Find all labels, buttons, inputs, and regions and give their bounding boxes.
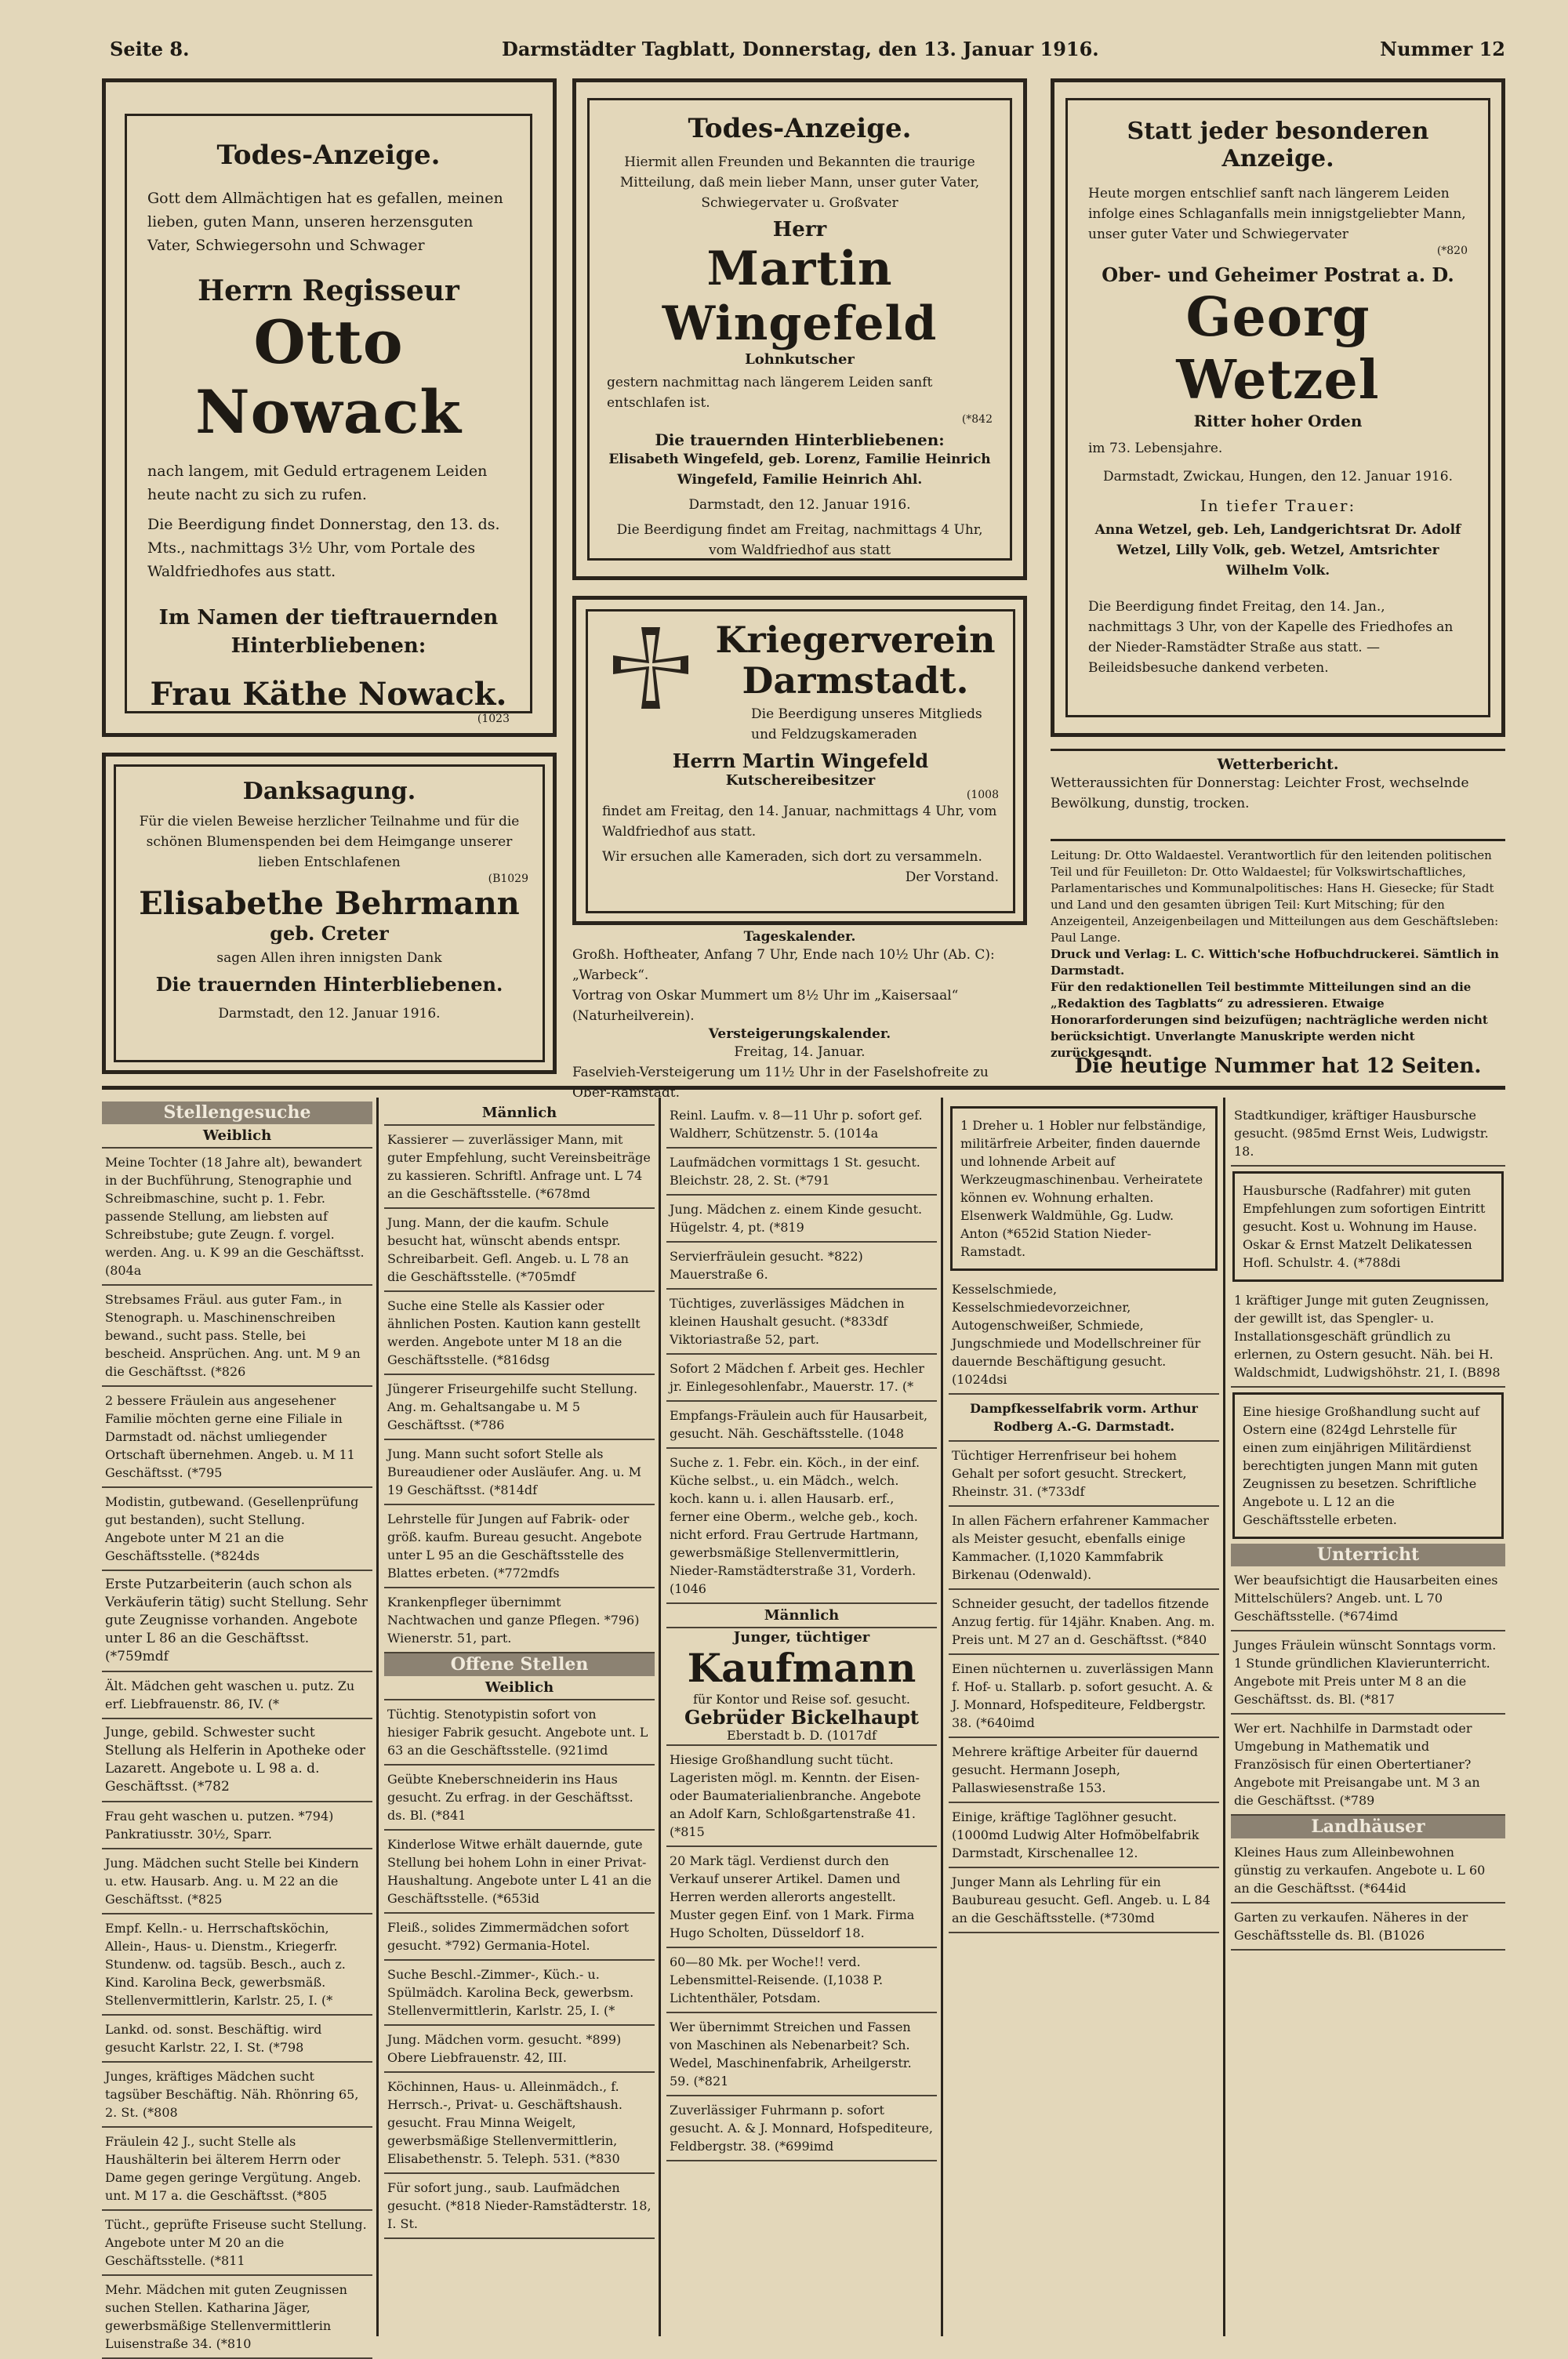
weather-report [1051, 749, 1505, 814]
classified-ad: Mehrere kräftige Arbeiter für dauernd gesucht. Hermann Joseph, Pallaswiesenstraße 153. [949, 1738, 1219, 1803]
imprint-text: Leitung: Dr. Otto Waldaestel. Verantwortlich für den leitenden politischen Teil und für Feuilleton: Dr. Otto Waldaestel; für Volkswirtschaftliches, Parlamentarisches und Kommunalpolitisches: Hans H. Giesecke; für Stadt und Land und den gesamten übrigen Teil: Kurt Mitsching; für den Anzeigenteil, Anzeigenbeilagen und Mitteilungen aus dem Geschäftsleben: Paul Lange. [1051, 848, 1499, 945]
krieger-notice-inner [586, 609, 1015, 913]
classified-ad: Geübte Kneberschneiderin ins Haus gesucht. Zu erfrag. in der Geschäftsst. ds. Bl. (*841 [384, 1766, 655, 1831]
notice-text: nach langem, mit Geduld ertragenem Leiden heute nacht zu sich zu rufen. [147, 463, 488, 503]
firm-name: Gebrüder Bickelhaupt [684, 1706, 920, 1729]
classified-ad: Ält. Mädchen geht waschen u. putz. Zu erf. Liebfrauenstr. 86, IV. (* [102, 1672, 372, 1719]
funeral-text: Die Beerdigung findet Donnerstag, den 13. ds. Mts., nachmittags 3½ Uhr, vom Portale des Waldfriedhofes aus statt. [147, 516, 500, 580]
occupation: Lohnkutscher [745, 351, 855, 368]
classified-ad: Junge, gebild. Schwester sucht Stellung als Helferin in Apotheke oder Lazarett. Angebote u. L 98 a. d. Geschäftsst. (*782 [102, 1719, 372, 1802]
thanks-notice [102, 753, 557, 1074]
signer: Die trauernden Hinterbliebenen. [155, 973, 503, 996]
framed-ad: Hausbursche (Radfahrer) mit guten Empfehlungen zum sofortigen Eintritt gesucht. Kost u. Wohnung im Hause. Oskar & Ernst Matzelt Delikatessen Hofl. Schulstr. 4. (*788di [1232, 1171, 1504, 1282]
classified-ad: Jung. Mann sucht sofort Stelle als Bureaudiener oder Ausläufer. Ang. u. M 19 Geschäftsst. (*814df [384, 1440, 655, 1505]
classified-col-2 [384, 1101, 655, 2239]
classified-ad: Einen nüchternen u. zuverlässigen Mann f. Hof- u. Stallarb. p. sofort gesucht. A. & J. Monnard, Hofspediteure, Feldbergstr. 38. (*640imd [949, 1655, 1219, 1738]
issue-number: Nummer 12 [1380, 38, 1505, 60]
section-sub: Männlich [384, 1101, 655, 1126]
ad-code: (1023 [477, 713, 510, 725]
classified-ad: Frau geht waschen u. putzen. *794) Pankratiusstr. 30½, Sparr. [102, 1802, 372, 1849]
mourning-label: In tiefer Trauer: [1200, 496, 1356, 515]
classified-ad: Zuverlässiger Fuhrmann p. sofort gesucht. A. & J. Monnard, Hofspediteure, Feldbergstr. 38. (*699imd [666, 2096, 937, 2161]
classified-ad: Jung. Mädchen sucht Stelle bei Kindern u. etw. Hausarb. Ang. u. M 22 an die Geschäftsst. (*825 [102, 1849, 372, 1914]
section-band: Offene Stellen [384, 1653, 655, 1676]
ad-lead: Junger, tüchtiger [733, 1629, 870, 1646]
places: Darmstadt, Zwickau, Hungen, den 12. Januar 1916. [1102, 469, 1454, 485]
classified-ad: Krankenpfleger übernimmt Nachtwachen und ganze Pflegen. *796) Wienerstr. 51, part. [384, 1588, 655, 1653]
classified-ad: Für sofort jung., saub. Laufmädchen gesucht. (*818 Nieder-Ramstädterstr. 18, I. St. [384, 2174, 655, 2239]
notice-nowack [102, 78, 557, 737]
krieger-text: findet am Freitag, den 14. Januar, nachmittags 4 Uhr, vom Waldfriedhof aus statt. [602, 804, 997, 840]
thanks-notice-inner [114, 764, 545, 1062]
thanks-text: Für die vielen Beweise herzlicher Teilnahme und für die schönen Blumenspenden bei dem Heimgange unserer lieben Entschlafenen [139, 814, 520, 870]
section-sub: Weiblich [384, 1676, 655, 1700]
classified-ad: Sofort 2 Mädchen f. Arbeit ges. Hechler jr. Einlegesohlenfabr., Mauerstr. 17. (* [666, 1355, 937, 1402]
page-count: Die heutige Nummer hat 12 Seiten. [1074, 1054, 1482, 1078]
classified-ad: Lehrstelle für Jungen auf Fabrik- oder größ. kaufm. Bureau gesucht. Angebote unter L 95 an die Geschäftsstelle des Blattes erbeten. (*772mdfs [384, 1505, 655, 1588]
notice-title: Herrn Regisseur [198, 274, 459, 307]
day-calendar [572, 929, 1027, 1103]
classified-ad: Strebsames Fräul. aus guter Fam., in Stenograph. u. Maschinenschreiben bewand., sucht pass. Stelle, bei bescheid. Ansprüchen. Ang. unt. M 9 an die Geschäftsst. (*826 [102, 1286, 372, 1387]
classified-ad: Einige, kräftige Taglöhner gesucht. (1000md Ludwig Alter Hofmöbelfabrik Darmstadt, Kirschenallee 12. [949, 1803, 1219, 1868]
framed-ad: Eine hiesige Großhandlung sucht auf Ostern eine (824gd Lehrstelle für einen zum einjährigen Militärdienst berechtigten jungen Mann mit guten Zeugnissen zu besetzen. Schriftliche Angebote u. L 12 an die Geschäftsstelle erbeten. [1232, 1392, 1504, 1539]
iron-cross-icon [604, 622, 698, 717]
framed-ad: 1 Dreher u. 1 Hobler nur felbständige, militärfreie Arbeiter, finden dauernde und lohnende Arbeit auf Werkzeugmaschinenbau. Verheiratete können ev. Wohnung erhalten. Elsenwerk Waldmühle, Gg. Ludw. Anton (*652id Station Nieder-Ramstadt. [950, 1106, 1218, 1271]
ad-code: (B1029 [488, 873, 528, 885]
classified-ad: Jung. Mädchen vorm. gesucht. *899) Obere Liebfrauenstr. 42, III. [384, 2026, 655, 2073]
ad-code: (*842 [961, 413, 993, 426]
imprint-print: Druck und Verlag: L. C. Wittich'sche Hofbuchdruckerei. Sämtlich in Darmstadt. [1051, 947, 1499, 978]
born-name: geb. Creter [270, 922, 389, 945]
classified-ad: Jüngerer Friseurgehilfe sucht Stellung. Ang. m. Gehaltsangabe u. M 5 Geschäftsst. (*786 [384, 1375, 655, 1440]
auction-entry: Faselvieh-Versteigerung um 11½ Uhr in der Faselshofreite zu Ober-Ramstadt. [572, 1065, 989, 1101]
classified-ad: Mehr. Mädchen mit guten Zeugnissen suchen Stellen. Katharina Jäger, gewerbsmäßige Stellenvermittlerin Luisenstraße 34. (*810 [102, 2276, 372, 2359]
imprint-note: Für den redaktionellen Teil bestimmte Mitteilungen sind an die „Redaktion des Tagblatts“ zu adressieren. Etwaige Honorarforderungen sind beizufügen; nachträgliche werden nicht berücksichtigt. Unverlangte Manuskripte werden nicht zurückgesandt. [1051, 980, 1488, 1060]
notice-title: Ober- und Geheimer Postrat a. D. [1102, 263, 1454, 286]
classified-col-5 [1231, 1101, 1505, 1951]
funeral-text: Die Beerdigung findet Freitag, den 14. Jan., nachmittags 3 Uhr, von der Kapelle des Friedhofes an der Nieder-Ramstädter Straße aus statt. — Beileidsbesuche dankend verbeten. [1088, 599, 1454, 676]
deceased-name: Herrn Martin Wingefeld [672, 749, 929, 772]
classified-ad: Wer ert. Nachhilfe in Darmstadt oder Umgebung in Mathematik und Französisch für einen Obertertianer? Angebote mit Preisangabe unt. M 3 an die Geschäftsst. (*789 [1231, 1715, 1505, 1816]
classified-ad: Kleines Haus zum Alleinbewohnen günstig zu verkaufen. Angebote u. L 60 an die Geschäftsst. (*644id [1231, 1838, 1505, 1904]
classified-ad: 60—80 Mk. per Woche!! verd. Lebensmittel-Reisende. (I,1038 P. Lichtenthäler, Potsdam. [666, 1948, 937, 2013]
ad-code: (*820 [1436, 245, 1468, 257]
notice-title: Herr [772, 218, 827, 241]
calendar-entry: Vortrag von Oskar Mummert um 8½ Uhr im „Kaisersaal“ (Naturheilverein). [572, 988, 959, 1024]
order: Ritter hoher Orden [1193, 412, 1363, 430]
classified-ad: Jung. Mädchen z. einem Kinde gesucht. Hügelstr. 4, pt. (*819 [666, 1196, 937, 1243]
column-rule [659, 1098, 661, 2336]
notice-text: gestern nachmittag nach längerem Leiden sanft entschlafen ist. [607, 375, 933, 411]
thanks-heading: Danksagung. [242, 778, 416, 805]
firm-address: Eberstadt b. D. (1017df [666, 1726, 937, 1746]
ad-code: (1008 [966, 789, 999, 801]
classified-ad: Erste Putzarbeiterin (auch schon als Verkäuferin tätig) sucht Stellung. Sehr gute Zeugnisse vorhanden. Angebote unter L 86 an die Geschäftsst. (*759mdf [102, 1571, 372, 1672]
weather-heading: Wetterbericht. [1051, 749, 1505, 773]
closing-text: Im Namen der tieftrauernden Hinterbliebenen: [158, 606, 499, 658]
notice-text: Hiermit allen Freunden und Bekannten die traurige Mitteilung, daß mein lieber Mann, unser guter Vater, Schwiegervater u. Großvater [619, 154, 980, 211]
classified-ad: Jung. Mann, der die kaufm. Schule besucht hat, wünscht abends entspr. Schreibarbeit. Gefl. Angeb. u. L 78 an die Geschäftsstelle. (*705mdf [384, 1209, 655, 1292]
classified-ad: Junges Fräulein wünscht Sonntags vorm. 1 Stunde gründlichen Klavierunterricht. Angebote mit Preis unter M 8 an die Geschäftsst. ds. Bl. (*817 [1231, 1631, 1505, 1715]
classified-ad: Fräulein 42 J., sucht Stelle als Haushälterin bei älterem Herrn oder Dame gegen geringe Vergütung. Angeb. unt. M 17 a. die Geschäftsst. (*805 [102, 2128, 372, 2211]
krieger-heading: Kriegerverein Darmstadt. [715, 619, 996, 702]
classified-ad: Tüchtig. Stenotypistin sofort von hiesiger Fabrik gesucht. Angebote unt. L 63 an die Geschäftsstelle. (921imd [384, 1700, 655, 1766]
auction-heading: Versteigerungskalender. [708, 1026, 891, 1042]
classified-ad: Wer übernimmt Streichen und Fassen von Maschinen als Nebenarbeit? Sch. Wedel, Maschinenfabrik, Arheilgerstr. 59. (*821 [666, 2013, 937, 2096]
section-band: Unterricht [1231, 1544, 1505, 1566]
classified-ad: Suche Beschl.-Zimmer-, Küch.- u. Spülmädch. Karolina Beck, gewerbsm. Stellenvermittlerin, Karlstr. 25, I. (* [384, 1961, 655, 2026]
section-band: Landhäuser [1231, 1816, 1505, 1838]
notice-wetzel-inner [1065, 98, 1490, 717]
classified-ad: Wer beaufsichtigt die Hausarbeiten eines Mittelschülers? Angeb. unt. L 70 Geschäftsstelle. (*674imd [1231, 1566, 1505, 1631]
imprint [1051, 839, 1505, 1062]
mourners: Anna Wetzel, geb. Leh, Landgerichtsrat Dr. Adolf Wetzel, Lilly Volk, geb. Wetzel, Amtsrichter Wilhelm Volk. [1094, 522, 1461, 579]
signer: Der Vorstand. [905, 869, 999, 885]
krieger-text: Wir ersuchen alle Kameraden, sich dort zu versammeln. [602, 849, 982, 865]
column-rule [1223, 1098, 1225, 2336]
calendar-heading: Tageskalender. [743, 929, 856, 945]
krieger-notice [572, 596, 1027, 925]
classified-ad: Kassierer — zuverlässiger Mann, mit guter Empfehlung, sucht Vereinsbeiträge zu kassieren. Schriftl. Anfrage unt. L 74 an die Geschäftsstelle. (*678md [384, 1126, 655, 1209]
funeral-text: Die Beerdigung findet am Freitag, nachmittags 4 Uhr, vom Waldfriedhof aus statt [616, 522, 983, 558]
classified-ad: Stadtkundiger, kräftiger Hausbursche gesucht. (985md Ernst Weis, Ludwigstr. 18. [1231, 1101, 1505, 1167]
classified-ad: Tüchtiges, zuverlässiges Mädchen in kleinen Haushalt gesucht. (*833df Viktoriastraße 52, part. [666, 1290, 937, 1355]
ad-text: für Kontor und Reise sof. gesucht. [693, 1692, 910, 1707]
mourners: Elisabeth Wingefeld, geb. Lorenz, Familie Heinrich Wingefeld, Familie Heinrich Ahl. [608, 452, 991, 488]
classified-ad: Empf. Kelln.- u. Herrschaftsköchin, Allein-, Haus- u. Dienstm., Kriegerfr. Stundenw. od. tagsüb. Besch., auch z. Kind. Karolina Beck, gewerbsmäß. Stellenvermittlerin, Karlstr. 25, I. (* [102, 1914, 372, 2016]
classified-ad: Köchinnen, Haus- u. Alleinmädch., f. Herrsch.-, Privat- u. Geschäftshaush. gesucht. Frau Minna Weigelt, gewerbsmäßige Stellenvermittlerin, Elisabethenstr. 5. Teleph. 531. (*830 [384, 2073, 655, 2174]
deceased-name: Georg Wetzel [1176, 286, 1380, 412]
place-date: Darmstadt, den 12. Januar 1916. [688, 497, 911, 513]
section-sub: Weiblich [102, 1124, 372, 1149]
classified-ad: Meine Tochter (18 Jahre alt), bewandert in der Buchführung, Stenographie und Schreibmaschine, sucht p. 1. Febr. passende Stellung, am liebsten auf Schreibstube; gute Zeugn. f. vorgel. werden. Ang. u. K 99 an die Geschäftsst. (804a [102, 1149, 372, 1286]
thanks-text: sagen Allen ihren innigsten Dank [216, 950, 442, 966]
section-sub: Männlich [666, 1604, 937, 1628]
notice-heading: Statt jeder besonderen Anzeige. [1127, 118, 1429, 172]
page-number: Seite 8. [110, 38, 190, 60]
weather-text: Wetteraussichten für Donnerstag: Leichter Frost, wechselnde Bewölkung, dunstig, trocken. [1051, 775, 1469, 811]
classified-ad: Kesselschmiede, Kesselschmiedevorzeichner, Autogenschweißer, Schmiede, Jungschmiede und Modellschreiner für dauernde Beschäftigung gesucht. (1024dsi [949, 1276, 1219, 1395]
krieger-text: Die Beerdigung unseres Mitglieds und Feldzugskameraden [751, 706, 982, 742]
classified-ad: Suche z. 1. Febr. ein. Köch., in der einf. Küche selbst., u. ein Mädch., welch. koch. kann u. i. allen Hausarb. erf., ferner eine Oberm., welche geb., koch. nicht erford. Frau Gertrude Hartmann, gewerbsmäßige Stellenvermittlerin, Nieder-Ramstädterstraße 31, Vorderh. (1046 [666, 1449, 937, 1604]
classified-ad: Suche eine Stelle als Kassier oder ähnlichen Posten. Kaution kann gestellt werden. Angebote unter M 18 an die Geschäftsstelle. (*816dsg [384, 1292, 655, 1375]
notice-wingefeld [572, 78, 1027, 580]
classified-ad: Junger Mann als Lehrling für ein Baubureau gesucht. Gefl. Angeb. u. L 84 an die Geschäftsstelle. (*730md [949, 1868, 1219, 1933]
classified-ad: Hiesige Großhandlung sucht tücht. Lageristen mögl. m. Kenntn. der Eisen- oder Baumaterialienbranche. Angebote an Adolf Karn, Schloßgartenstraße 41. (*815 [666, 1746, 937, 1847]
classified-ad: Junges, kräftiges Mädchen sucht tagsüber Beschäftig. Näh. Rhönring 65, 2. St. (*808 [102, 2063, 372, 2128]
mourners-label: Die trauernden Hinterbliebenen: [655, 430, 945, 449]
classified-ad: Schneider gesucht, der tadellos fitzende Anzug fertig. für 14jähr. Knaben. Ang. m. Preis unt. M 27 an d. Geschäftsst. (*840 [949, 1590, 1219, 1655]
classified-col-1 [102, 1101, 372, 2359]
classified-ad: 20 Mark tägl. Verdienst durch den Verkauf unserer Artikel. Damen und Herren werden allerorts angestellt. Muster gegen Einf. von 1 Mark. Firma Hugo Scholten, Düsseldorf 18. [666, 1847, 937, 1948]
classified-ad: Tüchtiger Herrenfriseur bei hohem Gehalt per sofort gesucht. Streckert, Rheinstr. 31. (*733df [949, 1442, 1219, 1507]
notice-wetzel [1051, 78, 1505, 737]
classified-col-3 [666, 1101, 937, 2161]
classified-ad: Laufmädchen vormittags 1 St. gesucht. Bleichstr. 28, 2. St. (*791 [666, 1149, 937, 1196]
notice-wingefeld-inner [587, 98, 1012, 561]
auction-day: Freitag, 14. Januar. [734, 1044, 866, 1060]
classified-ad: Garten zu verkaufen. Näheres in der Geschäftsstelle ds. Bl. (B1026 [1231, 1904, 1505, 1951]
ad-headline: Kaufmann [687, 1645, 916, 1691]
page-header [110, 38, 1505, 69]
classified-ad: Dampfkesselfabrik vorm. Arthur Rodberg A.-G. Darmstadt. [949, 1395, 1219, 1442]
classified-ad: Reinl. Laufm. v. 8—11 Uhr p. sofort gef. Waldherr, Schützenstr. 5. (1014a [666, 1101, 937, 1149]
occupation: Kutschereibesitzer [725, 772, 876, 789]
deceased-name: Elisabethe Behrmann [139, 885, 520, 922]
classified-ad: In allen Fächern erfahrener Kammacher als Meister gesucht, ebenfalls einige Kammacher. (I,1020 Kammfabrik Birkenau (Odenwald). [949, 1507, 1219, 1590]
notice-text: Gott dem Allmächtigen hat es gefallen, meinen lieben, guten Mann, unseren herzensguten Vater, Schwiegersohn und Schwager [147, 190, 503, 254]
classified-ad: Kinderlose Witwe erhält dauernde, gute Stellung bei hohem Lohn in einer Privat-Haushaltung. Angebote unter L 41 an die Geschäftsstelle. (*653id [384, 1831, 655, 1914]
paper-title: Darmstädter Tagblatt, Donnerstag, den 13. Januar 1916. [502, 38, 1099, 60]
deceased-name: Otto Nowack [195, 307, 462, 447]
classified-ad: 1 kräftiger Junge mit guten Zeugnissen, der gewillt ist, das Spengler- u. Installationsgeschäft gründlich zu erlernen, zu Ostern gesucht. Näh. bei H. Waldschmidt, Ludwigshöhstr. 21, I. (B898 [1231, 1287, 1505, 1388]
calendar-entry: Großh. Hoftheater, Anfang 7 Uhr, Ende nach 10½ Uhr (Ab. C): „Warbeck“. [572, 947, 995, 983]
signer: Frau Käthe Nowack. [150, 676, 507, 713]
classified-ad: Tücht., geprüfte Friseuse sucht Stellung. Angebote unter M 20 an die Geschäftsstelle. (*811 [102, 2211, 372, 2276]
classified-ad: Modistin, gutbewand. (Gesellenprüfung gut bestanden), sucht Stellung. Angebote unter M 21 an die Geschäftsstelle. (*824ds [102, 1488, 372, 1571]
notice-text: Heute morgen entschlief sanft nach längerem Leiden infolge eines Schlaganfalls mein innigstgeliebter Mann, unser guter Vater und Schwiegervater [1088, 186, 1466, 242]
column-rule [941, 1098, 943, 2336]
classified-ad: 2 bessere Fräulein aus angesehener Familie möchten gerne eine Filiale in Darmstadt od. nächst umliegender Ortschaft übernehmen. Angeb. u. M 11 Geschäftsst. (*795 [102, 1387, 372, 1488]
classified-ad: Servierfräulein gesucht. *822) Mauerstraße 6. [666, 1243, 937, 1290]
notice-heading: Todes-Anzeige. [216, 140, 441, 171]
classified-ad: Lankd. od. sonst. Beschäftig. wird gesucht Karlstr. 22, I. St. (*798 [102, 2016, 372, 2063]
classified-ad: Empfangs-Fräulein auch für Hausarbeit, gesucht. Näh. Geschäftsstelle. (1048 [666, 1402, 937, 1449]
place-date: Darmstadt, den 12. Januar 1916. [218, 1006, 441, 1022]
age: im 73. Lebensjahre. [1088, 441, 1223, 456]
classified-col-4 [949, 1101, 1219, 1933]
section-band: Stellengesuche [102, 1101, 372, 1124]
column-rule [376, 1098, 379, 2336]
notice-heading: Todes-Anzeige. [688, 113, 912, 144]
notice-nowack-inner [125, 114, 532, 725]
section-divider [102, 1086, 1505, 1090]
classified-ad: Fleiß., solides Zimmermädchen sofort gesucht. *792) Germania-Hotel. [384, 1914, 655, 1961]
deceased-name: Martin Wingefeld [662, 241, 938, 351]
